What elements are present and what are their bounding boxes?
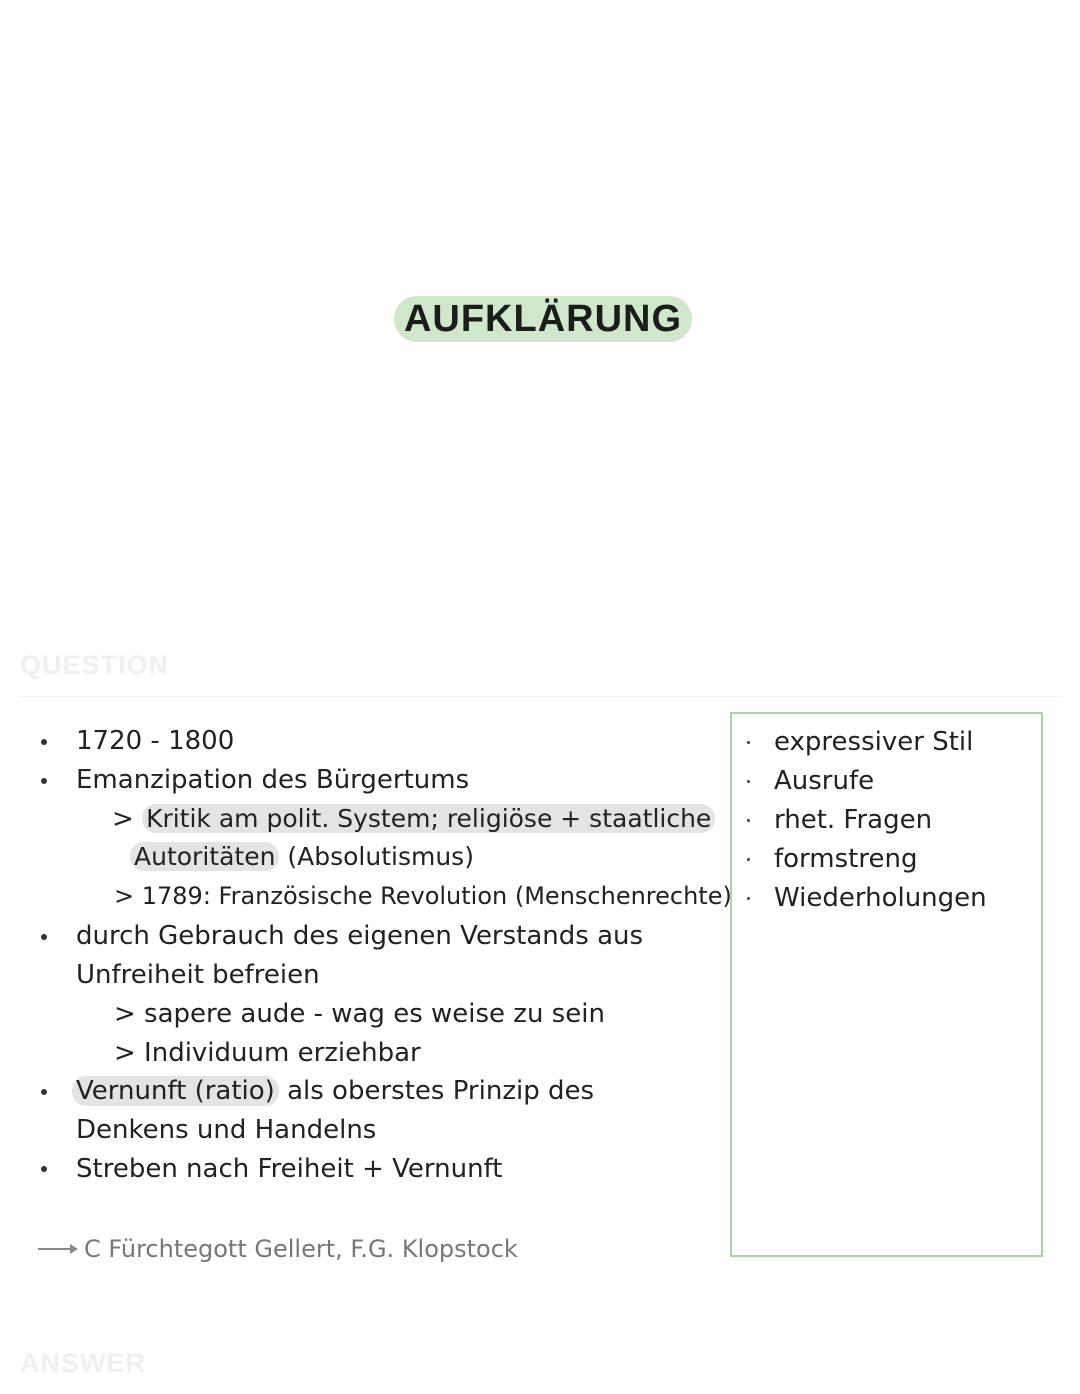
style-item-1: expressiver Stil <box>774 727 974 757</box>
style-dot-4 <box>747 858 750 861</box>
page-title: AUFKLÄRUNG <box>403 298 683 340</box>
note-line-12: Streben nach Freiheit + Vernunft <box>76 1154 503 1184</box>
note-line-6: durch Gebrauch des eigenen Verstands aus <box>76 921 644 951</box>
title-highlight <box>394 296 692 342</box>
style-item-5: Wiederholungen <box>774 883 987 913</box>
style-dot-2 <box>747 780 750 783</box>
note-line-4-rest: (Absolutismus) <box>279 842 474 871</box>
note-line-4-highlight: Autoritäten <box>130 842 279 871</box>
style-dot-3 <box>747 819 750 822</box>
note-line-11: Denkens und Handelns <box>76 1115 377 1145</box>
style-dot-1 <box>747 741 750 744</box>
note-line-7: Unfreiheit befreien <box>76 960 320 990</box>
note-line-10-rest: als oberstes Prinzip des <box>278 1076 595 1106</box>
authors-text: C Fürchtegott Gellert, F.G. Klopstock <box>84 1234 518 1263</box>
note-line-8: > sapere aude - wag es weise zu sein <box>114 999 605 1029</box>
bullet-5 <box>41 1166 47 1172</box>
style-item-4: formstreng <box>774 844 918 874</box>
style-item-2: Ausrufe <box>774 766 875 796</box>
section-divider <box>18 696 1062 697</box>
answer-label: ANSWER <box>20 1348 146 1378</box>
question-label: QUESTION <box>20 650 170 680</box>
note-line-3-highlight: Kritik am polit. System; religiöse + staatliche <box>142 804 715 833</box>
note-line-1: 1720 - 1800 <box>76 726 235 756</box>
note-line-2: Emanzipation des Bürgertums <box>76 765 470 795</box>
note-line-5: > 1789: Französische Revolution (Menschenrechte) <box>114 882 732 910</box>
note-line-3-prefix: > <box>112 804 143 834</box>
note-line-10-highlight: Vernunft (ratio) <box>72 1076 279 1106</box>
arrow-icon <box>38 1248 72 1250</box>
bullet-3 <box>41 934 47 940</box>
style-dot-5 <box>747 897 750 900</box>
bullet-2 <box>41 778 47 784</box>
note-line-3 <box>112 803 715 835</box>
bullet-1 <box>41 739 47 745</box>
bullet-4 <box>41 1089 47 1095</box>
authors-line <box>38 1232 518 1264</box>
style-item-3: rhet. Fragen <box>774 805 933 835</box>
note-line-9: > Individuum erziehbar <box>114 1038 421 1068</box>
note-line-10 <box>72 1075 594 1107</box>
note-line-4 <box>130 841 474 873</box>
